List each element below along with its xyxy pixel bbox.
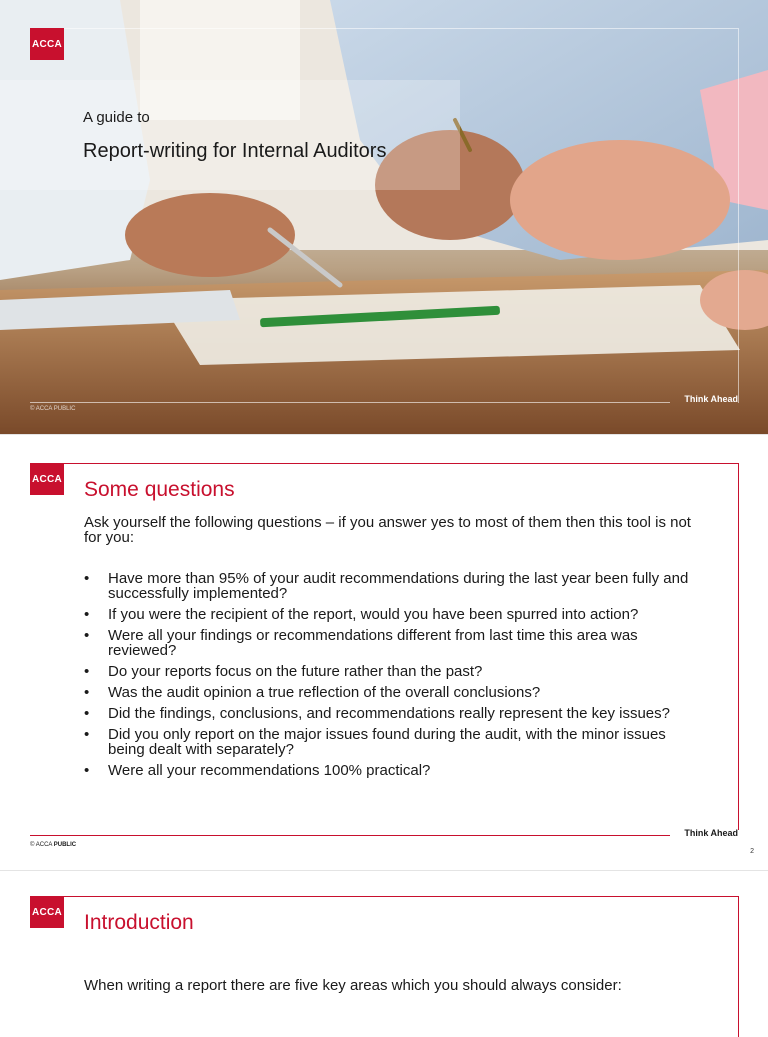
list-item-text: Did the findings, conclusions, and recommendations really represent the key issues? xyxy=(108,705,670,722)
bullet-icon: • xyxy=(84,627,90,644)
list-item xyxy=(84,727,704,757)
cover-copyright: © ACCA PUBLIC xyxy=(30,406,76,412)
list-item xyxy=(84,664,704,679)
bullet-icon: • xyxy=(84,726,90,743)
questions-slide xyxy=(0,434,768,871)
list-item xyxy=(84,628,704,658)
bullet-icon: • xyxy=(84,762,90,779)
list-item-text: Have more than 95% of your audit recommendations during the last year been fully and successfully implemented? xyxy=(108,570,689,602)
intro-text: When writing a report there are five key areas which you should always consider: xyxy=(84,977,622,994)
list-item-text: Were all your recommendations 100% practical? xyxy=(108,762,431,779)
introduction-slide xyxy=(0,870,768,1025)
cover-frame xyxy=(30,28,739,403)
list-item xyxy=(84,607,704,622)
acca-logo-text: ACCA xyxy=(31,473,63,485)
footer-tagline: Think Ahead xyxy=(684,828,738,838)
list-item-text: If you were the recipient of the report, would you have been spurred into action? xyxy=(108,606,639,623)
copyright-classification: PUBLIC xyxy=(53,842,77,848)
cover-subtitle: A guide to xyxy=(83,109,150,126)
list-item xyxy=(84,685,704,700)
page-number: 2 xyxy=(750,848,754,855)
list-item-text: Was the audit opinion a true reflection of the overall conclusions? xyxy=(108,684,541,701)
cover-divider xyxy=(30,402,670,403)
footer-divider xyxy=(30,835,670,836)
cover-slide xyxy=(0,0,768,434)
cover-title: Report-writing for Internal Auditors xyxy=(83,140,387,162)
copyright-text: © ACCA xyxy=(30,842,54,848)
bullet-icon: • xyxy=(84,663,90,680)
slide-heading: Introduction xyxy=(84,911,194,934)
bullet-icon: • xyxy=(84,606,90,623)
intro-text: Ask yourself the following questions – if you answer yes to most of them then this tool is not for you: xyxy=(84,514,691,546)
question-list xyxy=(84,571,704,784)
acca-logo-text: ACCA xyxy=(31,906,63,918)
acca-logo-text: ACCA xyxy=(31,38,63,50)
slide-heading: Some questions xyxy=(84,478,235,501)
acca-logo xyxy=(30,463,64,495)
list-item xyxy=(84,706,704,721)
bullet-icon: • xyxy=(84,570,90,587)
acca-logo xyxy=(30,896,64,928)
list-item-text: Do your reports focus on the future rather than the past? xyxy=(108,663,483,680)
acca-logo xyxy=(30,28,64,60)
bullet-icon: • xyxy=(84,705,90,722)
list-item-text: Did you only report on the major issues found during the audit, with the minor issues being dealt with separately? xyxy=(108,726,666,758)
bullet-icon: • xyxy=(84,684,90,701)
list-item-text: Were all your findings or recommendations different from last time this area was reviewed? xyxy=(108,627,638,659)
cover-tagline: Think Ahead xyxy=(684,394,738,404)
list-item xyxy=(84,571,704,601)
footer-copyright xyxy=(30,842,76,848)
list-item xyxy=(84,763,704,778)
